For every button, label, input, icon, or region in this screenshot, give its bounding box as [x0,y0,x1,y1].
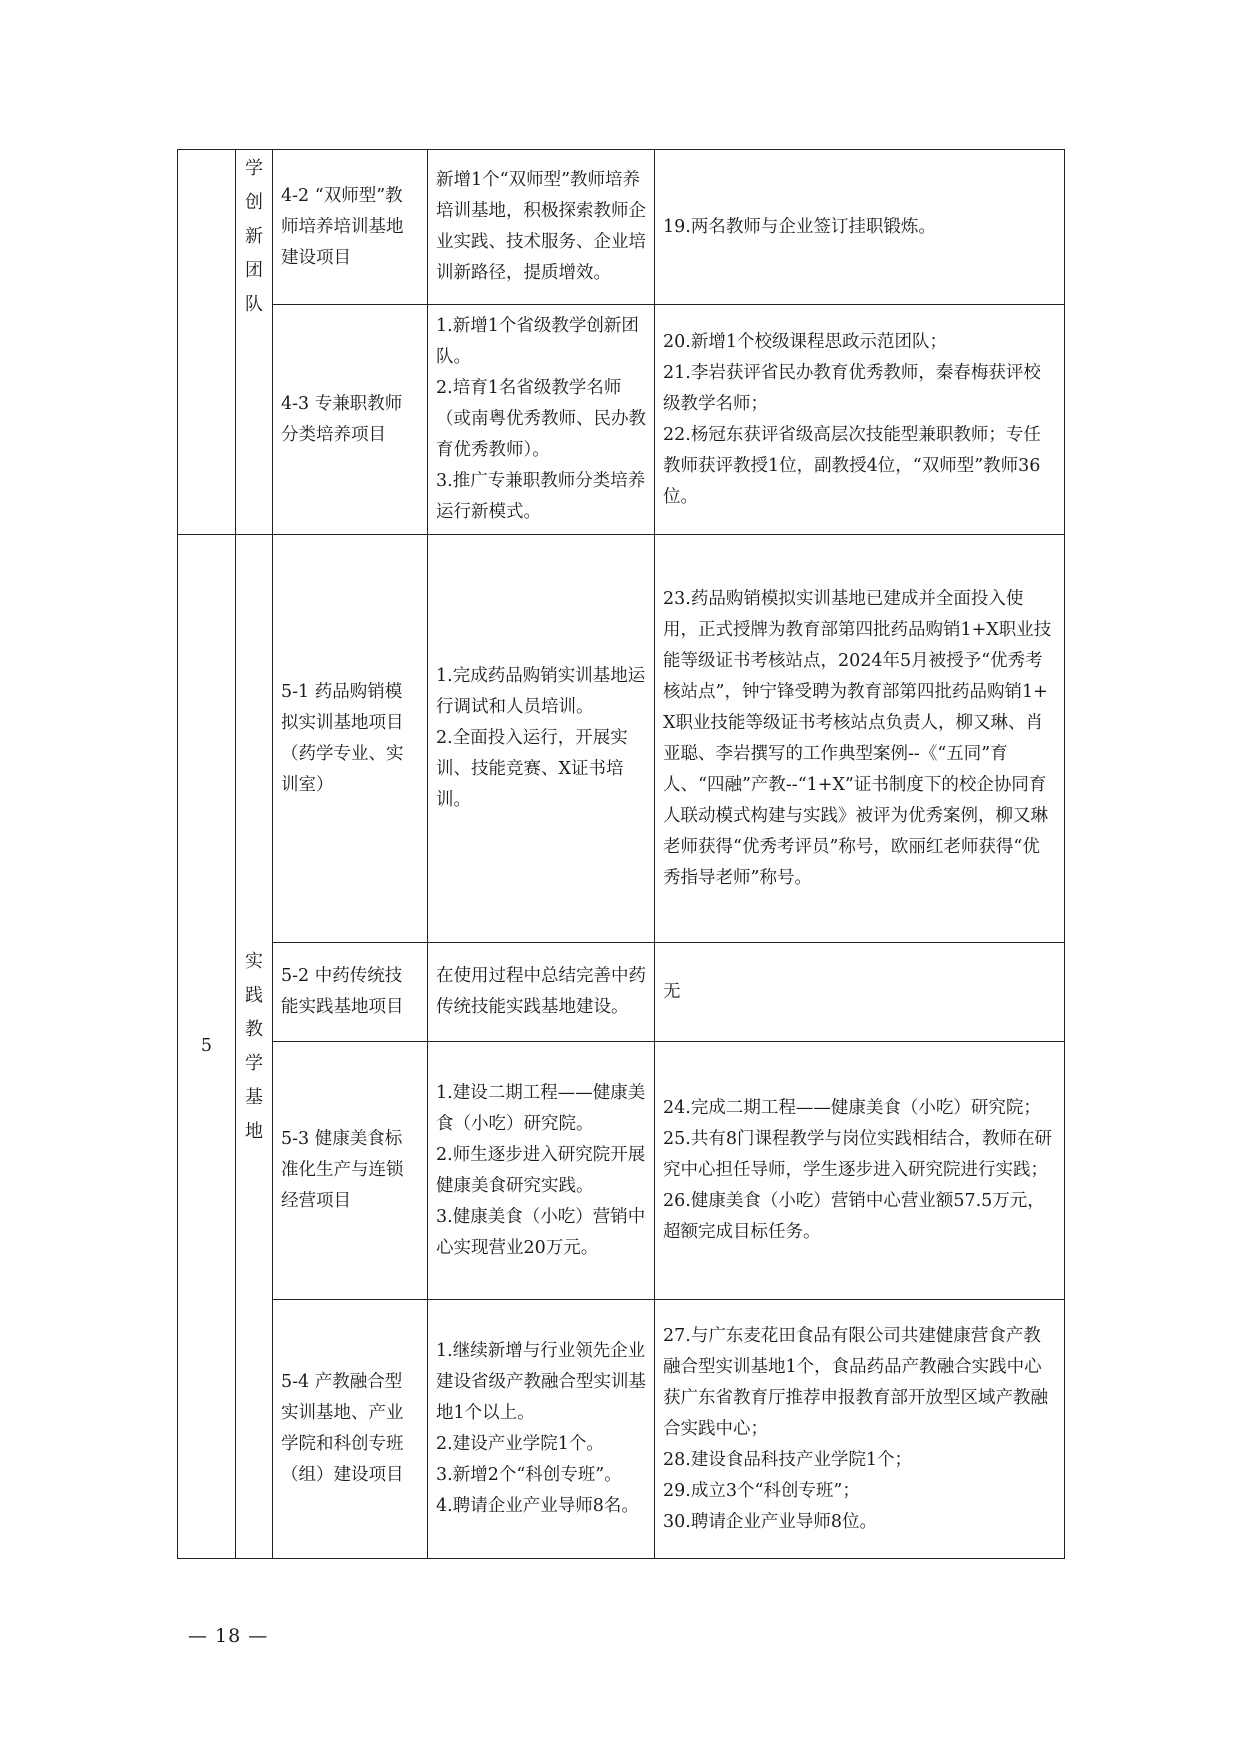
page-number: — 18 — [188,1625,269,1647]
result-cell [655,943,1065,1042]
result-item: 20.新增1个校级课程思政示范团队； [663,331,947,352]
category-cell [236,535,273,1559]
table-row [178,1300,1065,1559]
result-cell [655,1300,1065,1559]
project-name: 4-2 “双师型”教师培养培训基地建设项目 [281,185,404,268]
goal-cell [428,1300,655,1559]
goal-item: 2.培育1名省级教学名师（或南粤优秀教师、民办教育优秀教师）。 [436,378,646,460]
table-row [178,535,1065,943]
project-name: 5-1 药品购销模拟实训基地项目（药学专业、实训室） [281,681,404,795]
project-name: 5-2 中药传统技能实践基地项目 [281,966,404,1017]
category-label: 学 创 新 团 队 [245,158,263,315]
goal-item: 新增1个“双师型”教师培养培训基地，积极探索教师企业实践、技术服务、企业培训新路径，提质增效。 [436,170,646,283]
result-item: 30.聘请企业产业导师8位。 [663,1511,877,1532]
project-name-cell [273,150,428,305]
project-name-cell [273,943,428,1042]
result-item: 25.共有8门课程教学与岗位实践相结合，教师在研究中心担任导师，学生逐步进入研究院进行实践； [663,1129,1052,1180]
project-name: 5-3 健康美食标准化生产与连锁经营项目 [281,1129,404,1211]
result-item: 22.杨冠东获评省级高层次技能型兼职教师；专任教师获评教授1位，副教授4位，“双师型”教师36位。 [663,424,1041,507]
goal-cell [428,943,655,1042]
table-row [178,1042,1065,1300]
result-cell [655,150,1065,305]
goal-item: 1.新增1个省级教学创新团队。 [436,316,639,367]
project-name-cell [273,535,428,943]
result-cell [655,1042,1065,1300]
result-item: 28.建设食品科技产业学院1个； [663,1449,912,1470]
project-name-cell [273,1300,428,1559]
row-number-cell [178,150,236,535]
result-cell [655,535,1065,943]
row-number-cell [178,535,236,1559]
project-name-cell [273,1042,428,1300]
table-row [178,943,1065,1042]
goal-item: 3.健康美食（小吃）营销中心实现营业20万元。 [436,1206,646,1258]
category-label: 实 践 教 学 基 地 [245,950,263,1142]
goal-item: 1.建设二期工程——健康美食（小吃）研究院。 [436,1082,646,1134]
result-item: 21.李岩获评省民办教育优秀教师，秦春梅获评校级教学名师； [663,362,1041,414]
table-row [178,150,1065,305]
project-name: 4-3 专兼职教师分类培养项目 [281,393,403,445]
goal-item: 1.继续新增与行业领先企业建设省级产教融合型实训基地1个以上。 [436,1341,646,1423]
projects-table [177,149,1065,1559]
category-cell [236,150,273,535]
result-item: 19.两名教师与企业签订挂职锻炼。 [663,216,936,237]
goal-cell [428,305,655,535]
result-item: 23.药品购销模拟实训基地已建成并全面投入使用，正式授牌为教育部第四批药品购销1+X职业技能等级证书考核站点，2024年5月被授予“优秀考核站点”，钟宁锋受聘为教育部第四批药品购销1+X职业技能等级证书考核站点负责人，柳又琳、肖亚聪、李岩撰写的工作典型案例--《“五同”育人、“四融”产教--“1+X”证书制度下的校企协同育人联动模式构建与实践》被评为优秀案例，柳又琳老师获得“优秀考评员”称号，欧丽红老师获得“优秀指导老师”称号。 [663,588,1052,888]
goal-cell [428,1042,655,1300]
goal-cell [428,150,655,305]
result-item: 无 [663,981,681,1002]
goal-item: 3.推广专兼职教师分类培养运行新模式。 [436,471,646,522]
goal-cell [428,535,655,943]
result-item: 27.与广东麦花田食品有限公司共建健康营食产教融合型实训基地1个，食品药品产教融合实践中心获广东省教育厅推荐申报教育部开放型区域产教融合实践中心； [663,1325,1048,1439]
goal-item: 2.全面投入运行，开展实训、技能竞赛、X证书培训。 [436,728,628,810]
goal-item: 1.完成药品购销实训基地运行调试和人员培训。 [436,666,646,717]
result-item: 24.完成二期工程——健康美食（小吃）研究院； [663,1098,1041,1118]
goal-item: 在使用过程中总结完善中药传统技能实践基地建设。 [436,966,646,1017]
result-item: 29.成立3个“科创专班”； [663,1480,860,1501]
goal-item: 2.师生逐步进入研究院开展健康美食研究实践。 [436,1144,646,1196]
project-name: 5-4 产教融合型实训基地、产业学院和科创专班（组）建设项目 [281,1372,404,1485]
goal-item: 2.建设产业学院1个。 [436,1434,604,1454]
project-name-cell [273,305,428,535]
row-number: 5 [200,1036,213,1056]
result-cell [655,305,1065,535]
result-item: 26.健康美食（小吃）营销中心营业额57.5万元，超额完成目标任务。 [663,1191,1045,1242]
table-row [178,305,1065,535]
goal-item: 3.新增2个“科创专班”。 [436,1465,622,1485]
goal-item: 4.聘请企业产业导师8名。 [436,1496,639,1516]
